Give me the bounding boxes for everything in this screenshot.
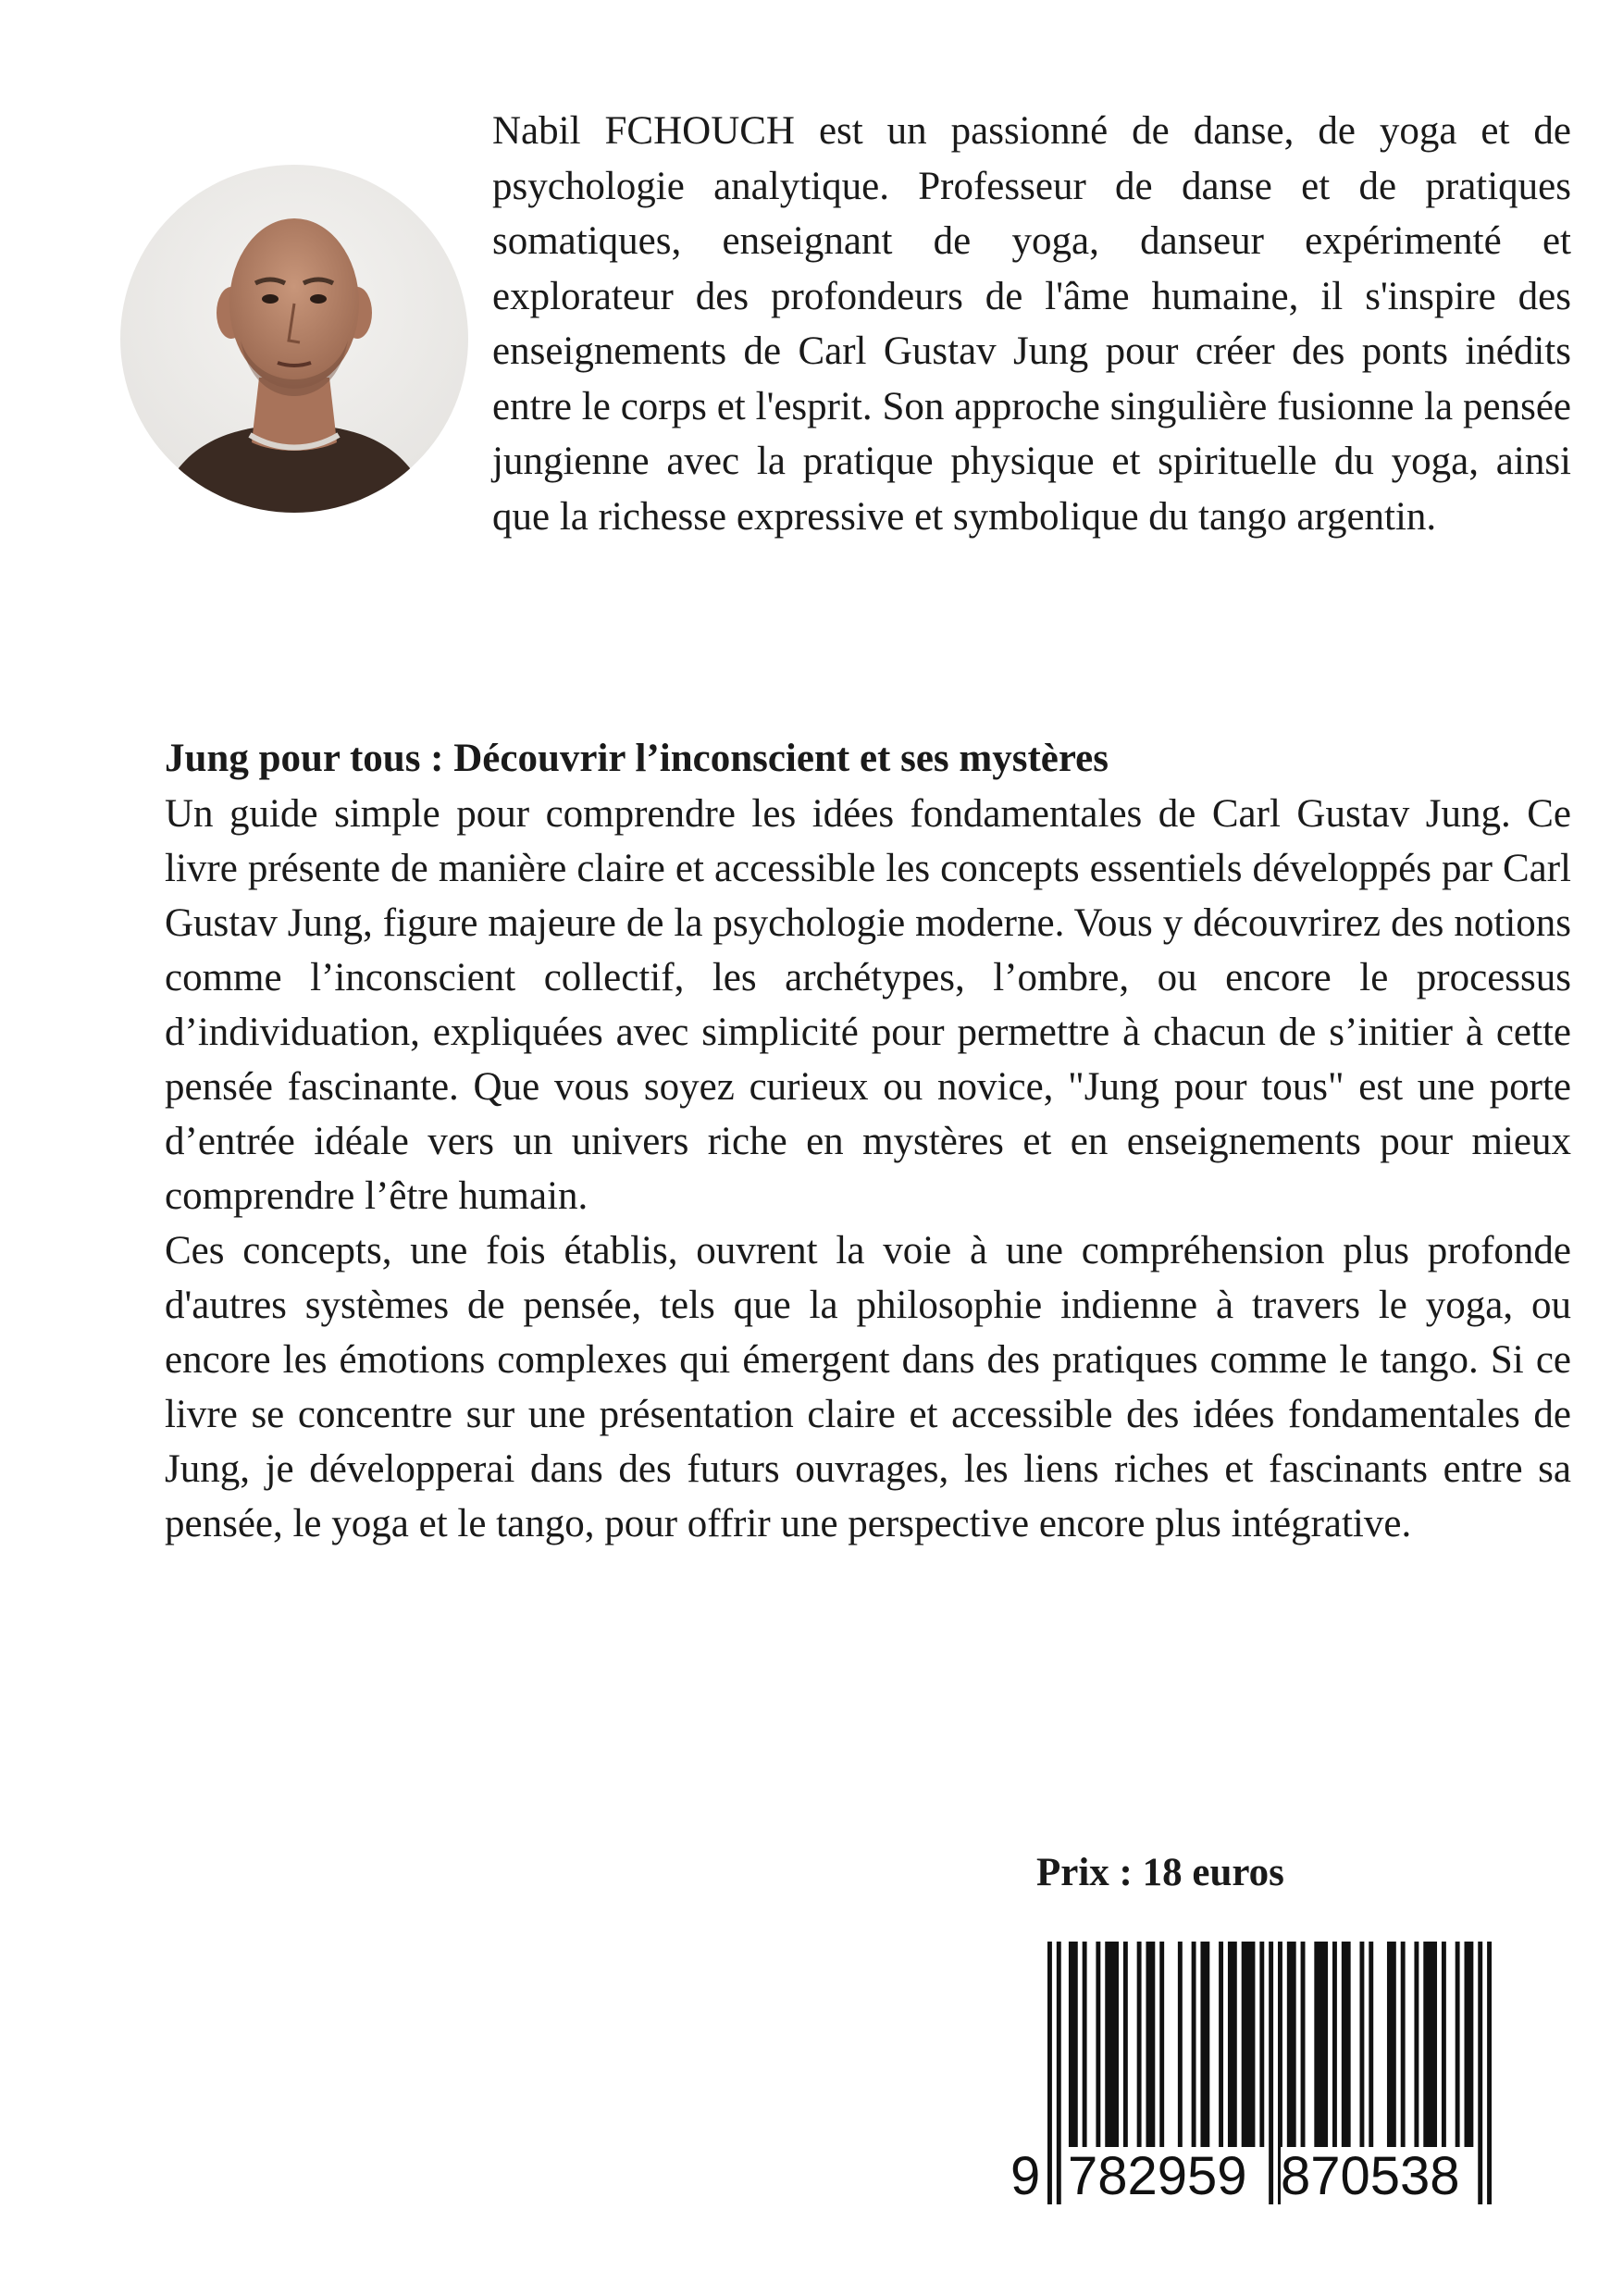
- barcode-bar: [1301, 1942, 1306, 2147]
- barcode-bar: [1096, 1942, 1100, 2147]
- barcode-bar: [1332, 1942, 1337, 2147]
- barcode-guard-bar: [1057, 1942, 1061, 2204]
- barcode-bar: [1200, 1942, 1209, 2147]
- author-photo: [120, 165, 468, 513]
- author-portrait-icon: [120, 165, 468, 513]
- barcode-bar: [1369, 1942, 1373, 2147]
- author-bio: Nabil FCHOUCH est un passionné de danse, de yoga et de psychologie analytique. Professeur de danse et de pratiques somatiques, enseignant de yoga, danseur expérimenté et explorateur des profondeurs de l'âme humaine, il s'inspire des enseignements de Carl Gustav Jung pour créer des ponts inédits entre le corps et l'esprit. Son approche singulière fusionne la pensée jungienne avec la pratique physique et spirituelle du yoga, ainsi que la richesse expressive et symbolique du tango argentin.: [492, 109, 1571, 539]
- barcode-bar: [1342, 1942, 1351, 2147]
- book-paragraph-2: Ces concepts, une fois établis, ouvrent la voie à une compréhension plus profonde d'autres systèmes de pensée, tels que la philosophie indienne à travers le yoga, ou encore les émotions complexes qui émergent dans des pratiques comme le tango. Si ce livre se concentre sur une présentation claire et accessible des idées fondamentales de Jung, je développerai dans des futurs ouvrages, les liens riches et fascinants entre sa pensée, le yoga et le tango, pour offrir une perspective encore plus intégrative.: [165, 1229, 1571, 1545]
- barcode-bar: [1159, 1942, 1164, 2147]
- barcode-digit-first: 9: [1010, 2146, 1041, 2206]
- barcode-bar: [1465, 1942, 1474, 2147]
- price-label: Prix : 18 euros: [1036, 1851, 1284, 1894]
- barcode-bar: [1178, 1942, 1183, 2147]
- book-paragraph-1: Un guide simple pour comprendre les idées fondamentales de Carl Gustav Jung. Ce livre présente de manière claire et accessible les concepts essentiels développés par Carl Gustav Jung, figure majeure de la psychologie moderne. Vous y découvrirez des notions comme l’inconscient collectif, les archétypes, l’ombre, ou encore le processus d’individuation, expliquées avec simplicité pour permettre à chacun de s’initier à cette pensée fascinante. Que vous soyez curieux ou novice, "Jung pour tous" est une porte d’entrée idéale vers un univers riche en mystères et en enseignements pour mieux comprendre l’être humain.: [165, 792, 1571, 1218]
- barcode-bar: [1146, 1942, 1155, 2147]
- barcode-bar: [1287, 1942, 1296, 2147]
- barcode-bar: [1401, 1942, 1406, 2147]
- barcode-guard-bar: [1269, 1942, 1273, 2204]
- barcode-guard-bar: [1478, 1942, 1482, 2204]
- barcode-digits-left: 782959: [1068, 2146, 1247, 2206]
- barcode-bar: [1314, 1942, 1328, 2147]
- barcode-guard-bar: [1487, 1942, 1492, 2204]
- isbn-barcode: [1010, 1942, 1501, 2210]
- barcode-bar: [1456, 1942, 1460, 2147]
- barcode-bar: [1219, 1942, 1223, 2147]
- barcode-bar: [1083, 1942, 1087, 2147]
- barcode-bar: [1192, 1942, 1196, 2147]
- book-title: Jung pour tous : Découvrir l’inconscient et ses mystères: [165, 737, 1109, 780]
- barcode-bar: [1228, 1942, 1237, 2147]
- barcode-bar: [1442, 1942, 1446, 2147]
- barcode-bar: [1387, 1942, 1396, 2147]
- barcode-bar: [1137, 1942, 1142, 2147]
- barcode-digits-right: 870538: [1281, 2146, 1460, 2206]
- barcode-guard-bar: [1047, 1942, 1052, 2204]
- barcode-bar: [1242, 1942, 1256, 2147]
- book-description: [165, 731, 1571, 1551]
- barcode-bar: [1259, 1942, 1264, 2147]
- barcode-bar: [1359, 1942, 1364, 2147]
- barcode-bar: [1414, 1942, 1419, 2147]
- barcode-bar: [1423, 1942, 1437, 2147]
- barcode-bar: [1069, 1942, 1078, 2147]
- barcode-bar: [1105, 1942, 1119, 2147]
- barcode-bar: [1123, 1942, 1128, 2147]
